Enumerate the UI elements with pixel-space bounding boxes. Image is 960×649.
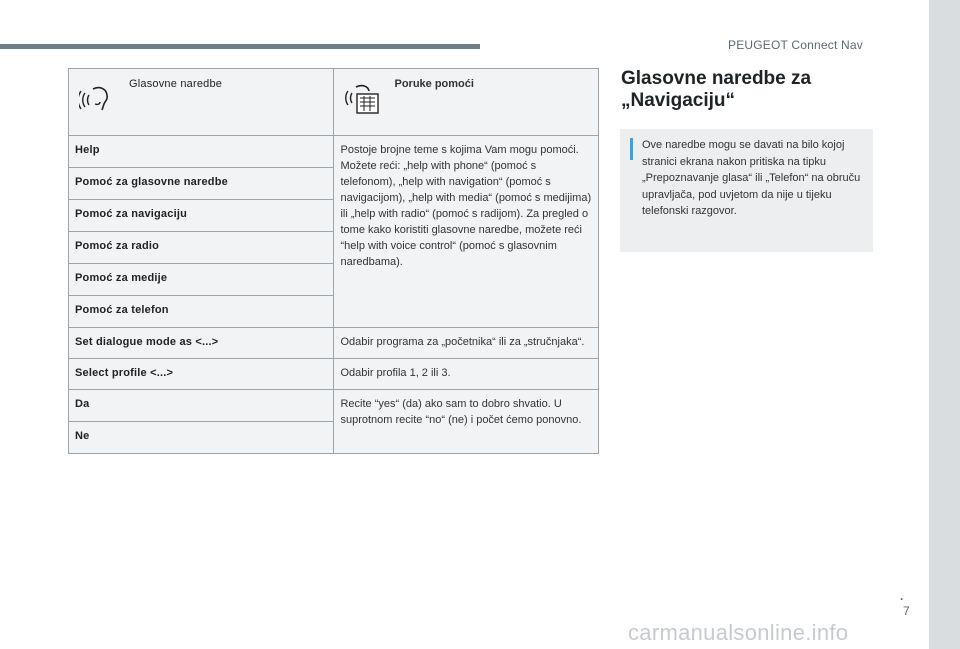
command-select-profile: Select profile <...> xyxy=(69,359,334,390)
command-yes: Da xyxy=(69,390,334,422)
section-title-line-2: „Navigaciju“ xyxy=(621,90,736,111)
command-dialogue-mode: Set dialogue mode as <...> xyxy=(69,328,334,359)
info-icon xyxy=(630,141,633,160)
section-title-line-1: Glasovne naredbe za xyxy=(621,68,812,89)
column-header-responses-label: Poruke pomoći xyxy=(394,78,474,90)
command-voice-help: Pomoć za glasovne naredbe xyxy=(69,168,334,200)
command-radio-help: Pomoć za radio xyxy=(69,232,334,264)
response-help: Postoje brojne teme s kojima Vam mogu pomoći. Možete reći: „help with phone“ (pomoć s telefonom), „help with navigation“ (pomoć s navigacijom), „help with media“ (pomoć s medijima) ili „help with radio“ (pomoć s radijom). Za pregled o tome kako koristiti glasovne naredbe, možete reći “help with voice control“ (pomoć s glasovnim naredbama). xyxy=(334,136,599,328)
command-navigation-help: Pomoć za navigaciju xyxy=(69,200,334,232)
column-header-responses xyxy=(334,69,599,136)
voice-command-icon xyxy=(79,83,115,115)
column-header-commands-label: Glasovne naredbe xyxy=(129,78,223,90)
manual-title: PEUGEOT Connect Nav xyxy=(728,38,863,52)
watermark: carmanualsonline.info xyxy=(628,620,849,645)
response-select-profile: Odabir profila 1, 2 ili 3. xyxy=(334,359,599,390)
command-phone-help: Pomoć za telefon xyxy=(69,296,334,328)
page-number: 7 xyxy=(903,604,910,618)
voice-command-table xyxy=(68,68,599,454)
header-rule xyxy=(0,44,480,49)
command-no: Ne xyxy=(69,422,334,454)
response-yes-no: Recite “yes“ (da) ako sam to dobro shvatio. U suprotnom recite “no“ (ne) i počet ćemo ponovno. xyxy=(334,390,599,454)
command-help: Help xyxy=(69,136,334,168)
command-media-help: Pomoć za medije xyxy=(69,264,334,296)
column-header-commands xyxy=(69,69,334,136)
info-text: Ove naredbe mogu se davati na bilo kojoj stranici ekrana nakon pritiska na tipku „Prepoznavanje glasa“ ili „Telefon“ na obruču upravljača, pod uvjetom da nije u tijeku telefonski razgovor. xyxy=(642,139,861,217)
info-box xyxy=(620,129,873,252)
response-dialogue-mode: Odabir programa za „početnika“ ili za „stručnjaka“. xyxy=(334,328,599,359)
section-title xyxy=(621,68,811,112)
page-marker: . xyxy=(900,589,904,603)
side-strip xyxy=(929,0,960,649)
voice-help-icon xyxy=(344,83,380,115)
